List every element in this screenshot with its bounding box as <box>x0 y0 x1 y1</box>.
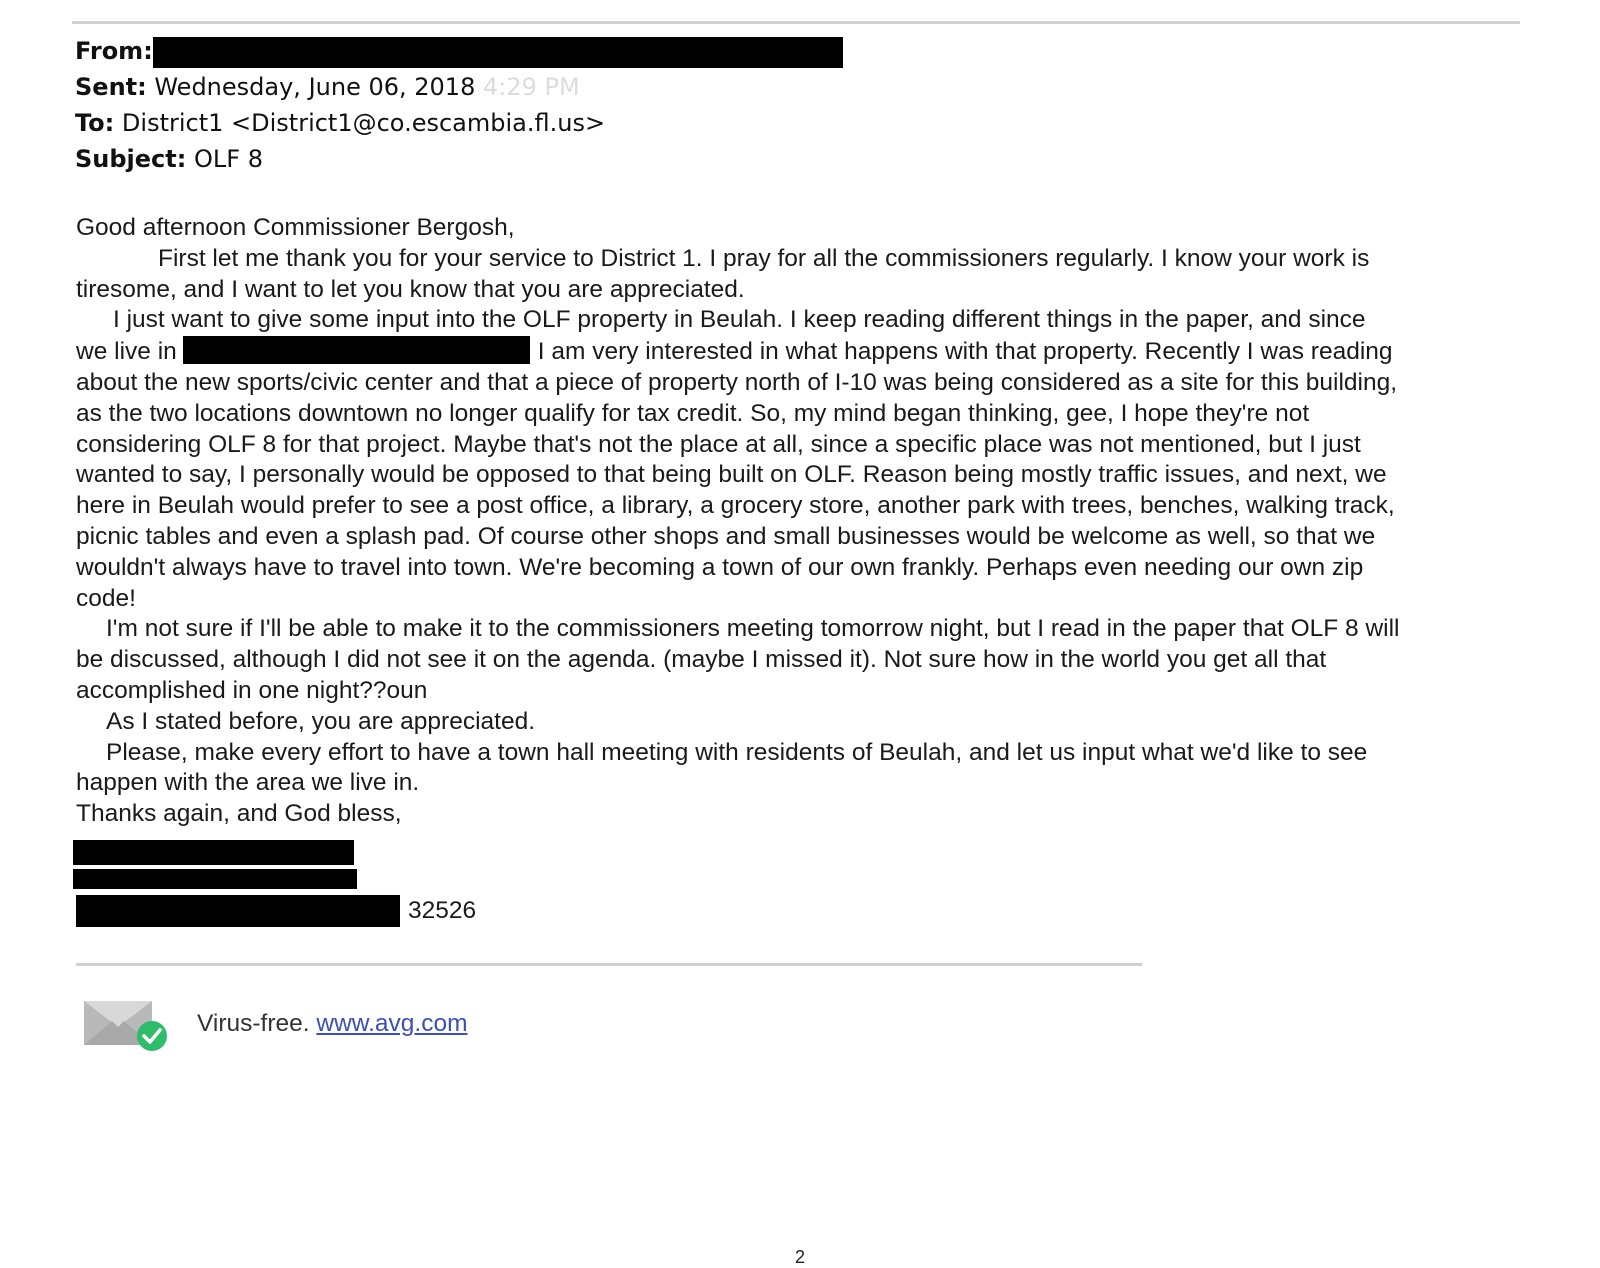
body-line: I just want to give some input into the OLF property in Beulah. I keep reading different things in the paper, and since <box>113 306 1366 334</box>
body-line: picnic tables and even a splash pad. Of course other shops and small businesses would be welcome as well, so that we <box>76 522 1376 550</box>
body-line: considering OLF 8 for that project. Maybe that's not the place at all, since a specific place was not mentioned, but I just <box>76 430 1361 458</box>
signature-city-line <box>76 895 476 927</box>
body-line: Please, make every effort to have a town hall meeting with residents of Beulah, and let us input what we'd like to see <box>106 738 1368 766</box>
body-line: Thanks again, and God bless, <box>76 800 402 828</box>
body-line: here in Beulah would prefer to see a post office, a library, a grocery store, another park with trees, benches, walking track, <box>76 492 1395 520</box>
body-line-part: I am very interested in what happens with that property. Recently I was reading <box>537 338 1393 366</box>
virus-free-label: Virus-free. <box>197 1010 310 1037</box>
signature-city-redaction <box>76 895 400 927</box>
page-number: 2 <box>794 1247 805 1267</box>
subject-row <box>75 141 605 177</box>
body-line-part: we live in <box>76 338 177 366</box>
sent-time-faint: 4:29 PM <box>482 73 580 101</box>
virus-free-note <box>197 1010 468 1038</box>
body-line: First let me thank you for your service to District 1. I pray for all the commissioners regularly. I know your work is <box>158 244 1370 272</box>
email-header <box>75 33 605 177</box>
body-line: about the new sports/civic center and that a piece of property north of I-10 was being considered as a site for this building, <box>76 368 1398 396</box>
sent-label: Sent: <box>75 73 147 101</box>
subject-label: Subject: <box>75 145 187 173</box>
body-line: accomplished in one night??oun <box>76 676 428 704</box>
footer-divider <box>76 963 1142 966</box>
top-divider <box>72 21 1520 24</box>
subject-value: OLF 8 <box>194 145 263 173</box>
envelope-check-icon <box>82 993 172 1053</box>
body-line: be discussed, although I did not see it on the agenda. (maybe I missed it). Not sure how in the world you get all that <box>76 646 1327 674</box>
to-value: District1 <District1@co.escambia.fl.us> <box>121 109 606 137</box>
from-redaction <box>153 37 843 68</box>
body-line: code! <box>76 584 136 612</box>
body-line: tiresome, and I want to let you know that you are appreciated. <box>76 275 745 303</box>
body-line: wouldn't always have to travel into town. We're becoming a town of our own frankly. Perhaps even needing our own zip <box>76 553 1364 581</box>
body-line: happen with the area we live in. <box>76 769 420 797</box>
to-row <box>75 105 605 141</box>
body-line: Good afternoon Commissioner Bergosh, <box>76 214 515 241</box>
avg-link[interactable]: www.avg.com <box>316 1010 468 1037</box>
body-line: wanted to say, I personally would be opposed to that being built on OLF. Reason being mostly traffic issues, and next, we <box>76 461 1387 489</box>
from-row <box>75 33 605 69</box>
sent-value: Wednesday, June 06, 2018 <box>154 73 476 101</box>
to-label: To: <box>75 109 115 137</box>
body-line: As I stated before, you are appreciated. <box>106 707 536 735</box>
signature-zip: 32526 <box>408 897 477 924</box>
body-line: as the two locations downtown no longer qualify for tax credit. So, my mind began thinking, gee, I hope they're not <box>76 399 1310 427</box>
body-line: I'm not sure if I'll be able to make it to the commissioners meeting tomorrow night, but I read in the paper that OLF 8 will <box>106 615 1400 643</box>
body-line-with-redaction <box>76 336 1536 368</box>
signature-address-redaction <box>73 869 357 889</box>
sent-row <box>75 69 605 105</box>
location-redaction <box>183 336 530 364</box>
from-label: From: <box>75 37 153 65</box>
signature-name-redaction <box>73 840 354 865</box>
email-body <box>76 213 1536 830</box>
